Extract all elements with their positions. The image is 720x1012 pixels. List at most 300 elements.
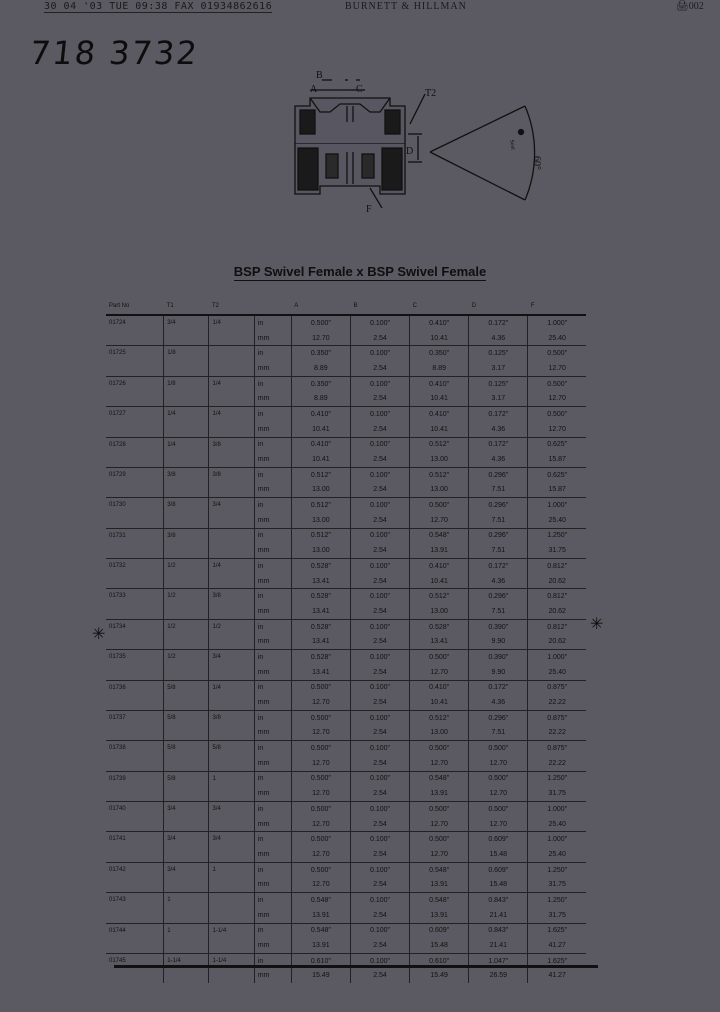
dim-label-b: B: [316, 70, 323, 81]
table-row: [106, 893, 586, 908]
dimension-in-cell: 0.528": [291, 589, 350, 604]
part-number-cell: 01726: [106, 376, 164, 406]
dimension-in-cell: 0.100": [350, 346, 409, 361]
t1-cell: 1/8: [164, 346, 209, 376]
dimension-in-cell: 0.296": [469, 589, 528, 604]
dimension-in-cell: 0.100": [350, 467, 409, 482]
unit-mm-cell: mm: [254, 543, 291, 558]
dimension-mm-cell: 2.54: [350, 391, 409, 406]
t2-cell: 1/4: [209, 559, 254, 589]
dimension-in-cell: 1.625": [528, 923, 586, 938]
dimension-mm-cell: 2.54: [350, 817, 409, 832]
dimension-in-cell: 0.172": [469, 680, 528, 695]
t2-cell: 3/4: [209, 498, 254, 528]
dimension-in-cell: 0.500": [410, 650, 469, 665]
dimension-in-cell: 0.410": [410, 680, 469, 695]
part-number-cell: 01734: [106, 619, 164, 649]
unit-in-cell: in: [254, 376, 291, 391]
dimension-mm-cell: 10.41: [410, 695, 469, 710]
dimension-mm-cell: 12.70: [410, 847, 469, 862]
table-row: [106, 437, 586, 452]
dimension-in-cell: 0.100": [350, 893, 409, 908]
dimension-in-cell: 0.512": [410, 710, 469, 725]
table-row: [106, 771, 586, 786]
t1-cell: 1: [164, 893, 209, 923]
dimension-mm-cell: 10.41: [410, 422, 469, 437]
part-number-cell: 01735: [106, 650, 164, 680]
fax-transmission-info: 30 04 '03 TUE 09:38 FAX 01934862616: [44, 1, 273, 12]
column-header: C: [410, 298, 469, 315]
dimension-mm-cell: 21.41: [469, 938, 528, 953]
t1-cell: 5/8: [164, 741, 209, 771]
t1-cell: 5/8: [164, 680, 209, 710]
dimension-in-cell: 0.296": [469, 498, 528, 513]
t2-cell: 1/4: [209, 407, 254, 437]
table-header-row: [106, 298, 586, 315]
dimension-in-cell: 1.000": [528, 498, 586, 513]
fitting-cross-section-drawing: [270, 66, 570, 226]
dimension-in-cell: 0.528": [291, 559, 350, 574]
dimension-in-cell: 0.100": [350, 589, 409, 604]
unit-in-cell: in: [254, 893, 291, 908]
table-row: [106, 923, 586, 938]
unit-mm-cell: mm: [254, 331, 291, 346]
part-number-cell: 01736: [106, 680, 164, 710]
dimension-in-cell: 0.500": [291, 315, 350, 331]
dimension-mm-cell: 13.41: [291, 634, 350, 649]
dimension-mm-cell: 12.70: [469, 817, 528, 832]
dimension-mm-cell: 21.41: [469, 908, 528, 923]
table-row: [106, 650, 586, 665]
dimension-mm-cell: 41.27: [528, 969, 586, 984]
unit-mm-cell: mm: [254, 877, 291, 892]
dimension-in-cell: 0.500": [291, 771, 350, 786]
dimension-mm-cell: 13.41: [291, 604, 350, 619]
dimension-in-cell: 0.100": [350, 376, 409, 391]
dimension-in-cell: 0.548": [291, 923, 350, 938]
dimension-mm-cell: 20.62: [528, 574, 586, 589]
part-number-cell: 01725: [106, 346, 164, 376]
column-header: T2: [209, 298, 254, 315]
dimension-in-cell: 0.548": [410, 862, 469, 877]
t2-cell: 3/8: [209, 589, 254, 619]
t1-cell: 3/4: [164, 862, 209, 892]
dimension-mm-cell: 4.36: [469, 331, 528, 346]
unit-mm-cell: mm: [254, 452, 291, 467]
table-row: [106, 589, 586, 604]
dimension-mm-cell: 25.40: [528, 331, 586, 346]
column-header: Part No: [106, 298, 164, 315]
dimension-in-cell: 0.512": [291, 467, 350, 482]
dimension-mm-cell: 8.89: [410, 361, 469, 376]
dimension-mm-cell: 2.54: [350, 604, 409, 619]
dimension-in-cell: 0.100": [350, 862, 409, 877]
part-number-cell: 01728: [106, 437, 164, 467]
unit-in-cell: in: [254, 650, 291, 665]
dimension-mm-cell: 12.70: [291, 817, 350, 832]
table-row: [106, 710, 586, 725]
table-row: [106, 407, 586, 422]
dimension-mm-cell: 13.91: [410, 543, 469, 558]
dimension-mm-cell: 2.54: [350, 574, 409, 589]
dimension-in-cell: 0.410": [410, 376, 469, 391]
dimension-in-cell: 0.512": [291, 498, 350, 513]
dimension-mm-cell: 2.54: [350, 513, 409, 528]
dimension-in-cell: 0.410": [291, 407, 350, 422]
dimension-mm-cell: 13.41: [291, 665, 350, 680]
t1-cell: 1-1/4: [164, 953, 209, 983]
dimension-mm-cell: 15.49: [410, 969, 469, 984]
t1-cell: 1/2: [164, 589, 209, 619]
dimension-in-cell: 0.410": [410, 315, 469, 331]
dimension-mm-cell: 13.41: [410, 634, 469, 649]
t2-cell: 1/4: [209, 315, 254, 346]
dimension-mm-cell: 2.54: [350, 543, 409, 558]
dimension-mm-cell: 25.40: [528, 513, 586, 528]
dimension-in-cell: 0.812": [528, 559, 586, 574]
t1-cell: 1/2: [164, 619, 209, 649]
dimension-mm-cell: 8.89: [291, 391, 350, 406]
dimension-mm-cell: 2.54: [350, 452, 409, 467]
dimension-in-cell: 0.548": [410, 893, 469, 908]
unit-in-cell: in: [254, 953, 291, 968]
dimension-mm-cell: 7.51: [469, 483, 528, 498]
dimension-in-cell: 0.100": [350, 437, 409, 452]
dimension-mm-cell: 12.70: [291, 786, 350, 801]
dimension-mm-cell: 31.75: [528, 786, 586, 801]
unit-mm-cell: mm: [254, 574, 291, 589]
unit-in-cell: in: [254, 741, 291, 756]
dim-label-angle: 60°: [531, 156, 542, 170]
column-header: A: [291, 298, 350, 315]
t1-cell: 3/8: [164, 528, 209, 558]
dimension-mm-cell: 12.70: [410, 513, 469, 528]
dimension-in-cell: 0.172": [469, 315, 528, 331]
table-row: [106, 467, 586, 482]
dimension-in-cell: 0.512": [410, 589, 469, 604]
unit-in-cell: in: [254, 559, 291, 574]
unit-in-cell: in: [254, 346, 291, 361]
part-number-cell: 01731: [106, 528, 164, 558]
column-header: B: [350, 298, 409, 315]
dimension-in-cell: 0.100": [350, 650, 409, 665]
fax-company-name: BURNETT & HILLMAN: [345, 1, 467, 12]
unit-in-cell: in: [254, 315, 291, 331]
t2-cell: 3/8: [209, 467, 254, 497]
dimension-mm-cell: 13.00: [291, 513, 350, 528]
unit-mm-cell: mm: [254, 908, 291, 923]
table-row: [106, 802, 586, 817]
dimension-mm-cell: 2.54: [350, 847, 409, 862]
unit-in-cell: in: [254, 467, 291, 482]
dimension-in-cell: 0.500": [291, 710, 350, 725]
unit-mm-cell: mm: [254, 513, 291, 528]
dimension-in-cell: 0.100": [350, 802, 409, 817]
dimension-in-cell: 0.609": [469, 832, 528, 847]
dimension-mm-cell: 15.48: [469, 877, 528, 892]
part-number-cell: 01738: [106, 741, 164, 771]
t2-cell: 1/2: [209, 619, 254, 649]
part-number-cell: 01729: [106, 467, 164, 497]
part-number-cell: 01724: [106, 315, 164, 346]
dimension-mm-cell: 20.62: [528, 634, 586, 649]
t2-cell: 3/8: [209, 437, 254, 467]
dimension-in-cell: 1.250": [528, 893, 586, 908]
unit-in-cell: in: [254, 862, 291, 877]
dimension-mm-cell: 13.00: [410, 604, 469, 619]
dimension-mm-cell: 10.41: [291, 422, 350, 437]
unit-mm-cell: mm: [254, 422, 291, 437]
t1-cell: 5/8: [164, 771, 209, 801]
dimension-in-cell: 0.100": [350, 559, 409, 574]
dimension-in-cell: 0.500": [291, 802, 350, 817]
margin-star-mark-right: ✳: [590, 616, 604, 633]
t1-cell: 5/8: [164, 710, 209, 740]
column-header: D: [469, 298, 528, 315]
dimension-mm-cell: 2.54: [350, 969, 409, 984]
dimension-in-cell: 0.100": [350, 680, 409, 695]
t2-cell: 3/4: [209, 832, 254, 862]
dimension-mm-cell: 13.91: [410, 877, 469, 892]
dimension-in-cell: 0.350": [410, 346, 469, 361]
column-header: [254, 298, 291, 315]
dimension-in-cell: 0.875": [528, 741, 586, 756]
column-header: F: [528, 298, 586, 315]
dimension-in-cell: 0.172": [469, 407, 528, 422]
dimension-in-cell: 0.528": [410, 619, 469, 634]
unit-in-cell: in: [254, 923, 291, 938]
dimension-mm-cell: 2.54: [350, 331, 409, 346]
dimension-in-cell: 0.172": [469, 437, 528, 452]
dimension-in-cell: 0.125": [469, 346, 528, 361]
unit-in-cell: in: [254, 832, 291, 847]
dimension-mm-cell: 12.70: [528, 391, 586, 406]
dimension-mm-cell: 2.54: [350, 665, 409, 680]
unit-in-cell: in: [254, 498, 291, 513]
dimension-mm-cell: 10.41: [410, 331, 469, 346]
table-row: [106, 346, 586, 361]
dimension-in-cell: 0.500": [410, 832, 469, 847]
t2-cell: 3/8: [209, 710, 254, 740]
t1-cell: 1/4: [164, 437, 209, 467]
t1-cell: 3/4: [164, 802, 209, 832]
dimension-in-cell: 0.500": [410, 498, 469, 513]
t2-cell: 1/4: [209, 376, 254, 406]
t1-cell: 3/8: [164, 467, 209, 497]
dimension-in-cell: 0.296": [469, 467, 528, 482]
dimension-mm-cell: 2.54: [350, 877, 409, 892]
table-row: [106, 559, 586, 574]
dimension-mm-cell: 13.91: [410, 786, 469, 801]
dimension-in-cell: 1.000": [528, 802, 586, 817]
dimension-in-cell: 0.528": [291, 650, 350, 665]
dimension-in-cell: 0.625": [528, 437, 586, 452]
dimension-mm-cell: 12.70: [528, 361, 586, 376]
table-row: [106, 528, 586, 543]
part-number-cell: 01744: [106, 923, 164, 953]
dimension-mm-cell: 10.41: [410, 391, 469, 406]
fax-page-value: 002: [688, 1, 704, 12]
dim-label-d: D: [406, 146, 414, 157]
dimension-mm-cell: 12.70: [410, 665, 469, 680]
dimension-in-cell: 0.500": [291, 832, 350, 847]
dimension-mm-cell: 7.51: [469, 513, 528, 528]
dimension-mm-cell: 2.54: [350, 695, 409, 710]
unit-mm-cell: mm: [254, 817, 291, 832]
t2-cell: 3/4: [209, 802, 254, 832]
part-number-cell: 01727: [106, 407, 164, 437]
dimension-in-cell: 1.625": [528, 953, 586, 968]
t1-cell: 3/4: [164, 315, 209, 346]
dimension-in-cell: 0.500": [291, 680, 350, 695]
dimension-in-cell: 0.390": [469, 619, 528, 634]
dimension-in-cell: 0.609": [410, 923, 469, 938]
table-row: [106, 376, 586, 391]
dimension-in-cell: 1.000": [528, 832, 586, 847]
unit-mm-cell: mm: [254, 695, 291, 710]
dimension-in-cell: 0.100": [350, 528, 409, 543]
dimension-in-cell: 0.100": [350, 771, 409, 786]
dimension-mm-cell: 2.54: [350, 726, 409, 741]
t1-cell: 3/8: [164, 498, 209, 528]
dimension-in-cell: 0.500": [469, 771, 528, 786]
dimension-mm-cell: 31.75: [528, 908, 586, 923]
unit-mm-cell: mm: [254, 391, 291, 406]
t1-cell: 1/8: [164, 376, 209, 406]
dimension-mm-cell: 13.00: [291, 543, 350, 558]
dimension-in-cell: 0.548": [410, 528, 469, 543]
dimension-in-cell: 0.512": [410, 437, 469, 452]
dimension-in-cell: 0.100": [350, 923, 409, 938]
dimension-in-cell: 0.172": [469, 559, 528, 574]
dimension-mm-cell: 13.91: [291, 938, 350, 953]
dimension-in-cell: 0.390": [469, 650, 528, 665]
t2-cell: 1/4: [209, 680, 254, 710]
dim-label-a: A: [310, 84, 318, 95]
t1-cell: 1/2: [164, 650, 209, 680]
dimension-mm-cell: 13.41: [291, 574, 350, 589]
dim-label-t2: T2: [425, 88, 437, 99]
part-number-cell: 01737: [106, 710, 164, 740]
dimension-mm-cell: 15.48: [410, 938, 469, 953]
dimension-in-cell: 1.250": [528, 862, 586, 877]
dimension-mm-cell: 12.70: [469, 786, 528, 801]
dimension-in-cell: 0.500": [291, 741, 350, 756]
dimension-in-cell: 0.812": [528, 589, 586, 604]
table-row: [106, 832, 586, 847]
dimension-in-cell: 0.548": [291, 893, 350, 908]
dimension-mm-cell: 12.70: [291, 847, 350, 862]
dimension-in-cell: 0.500": [528, 346, 586, 361]
dimension-in-cell: 0.875": [528, 680, 586, 695]
dimension-in-cell: 0.296": [469, 710, 528, 725]
dimension-in-cell: 0.296": [469, 528, 528, 543]
unit-in-cell: in: [254, 589, 291, 604]
dimension-mm-cell: 22.22: [528, 726, 586, 741]
dimension-mm-cell: 13.00: [410, 726, 469, 741]
dimension-mm-cell: 2.54: [350, 483, 409, 498]
unit-mm-cell: mm: [254, 756, 291, 771]
dimension-in-cell: 0.500": [528, 407, 586, 422]
dimension-mm-cell: 4.36: [469, 695, 528, 710]
dimension-mm-cell: 15.87: [528, 452, 586, 467]
dimension-mm-cell: 4.36: [469, 574, 528, 589]
dimension-mm-cell: 41.27: [528, 938, 586, 953]
fax-header: [0, 0, 720, 12]
dimension-mm-cell: 7.51: [469, 726, 528, 741]
unit-mm-cell: mm: [254, 361, 291, 376]
dimension-in-cell: 0.350": [291, 376, 350, 391]
dimension-mm-cell: 9.90: [469, 665, 528, 680]
dimension-mm-cell: 2.54: [350, 938, 409, 953]
dimension-in-cell: 0.100": [350, 619, 409, 634]
dimension-in-cell: 0.100": [350, 315, 409, 331]
dimension-in-cell: 0.609": [469, 862, 528, 877]
t1-cell: 1: [164, 923, 209, 953]
table-row: [106, 680, 586, 695]
part-number-cell: 01743: [106, 893, 164, 923]
table-row: [106, 619, 586, 634]
dimension-in-cell: 0.100": [350, 710, 409, 725]
dimension-mm-cell: 12.70: [291, 331, 350, 346]
table-row: [106, 741, 586, 756]
dimension-mm-cell: 15.48: [469, 847, 528, 862]
dimension-mm-cell: 13.00: [291, 483, 350, 498]
dimension-mm-cell: 10.41: [410, 574, 469, 589]
dimension-mm-cell: 10.41: [291, 452, 350, 467]
dim-label-c: C: [356, 84, 363, 95]
dimension-in-cell: 1.250": [528, 771, 586, 786]
t1-cell: 1/4: [164, 407, 209, 437]
dimension-mm-cell: 25.40: [528, 665, 586, 680]
dimension-in-cell: 0.500": [469, 741, 528, 756]
dimension-in-cell: 0.100": [350, 498, 409, 513]
handwritten-reference-number: 718 3732: [28, 34, 201, 72]
part-number-cell: 01745: [106, 953, 164, 983]
dimension-in-cell: 0.500": [410, 741, 469, 756]
t2-cell: 1: [209, 862, 254, 892]
dimension-in-cell: 1.000": [528, 315, 586, 331]
table-row: [106, 315, 586, 331]
dimension-in-cell: 0.500": [291, 862, 350, 877]
dimension-mm-cell: 26.59: [469, 969, 528, 984]
dimension-in-cell: 0.500": [410, 802, 469, 817]
unit-in-cell: in: [254, 680, 291, 695]
dimension-mm-cell: 2.54: [350, 422, 409, 437]
unit-mm-cell: mm: [254, 726, 291, 741]
part-number-cell: 01730: [106, 498, 164, 528]
unit-in-cell: in: [254, 528, 291, 543]
dimension-in-cell: 0.548": [410, 771, 469, 786]
unit-in-cell: in: [254, 407, 291, 422]
margin-star-mark-left: ✳: [92, 626, 106, 643]
dimension-in-cell: 0.528": [291, 619, 350, 634]
unit-in-cell: in: [254, 437, 291, 452]
dimension-mm-cell: 2.54: [350, 634, 409, 649]
part-number-cell: 01733: [106, 589, 164, 619]
unit-mm-cell: mm: [254, 604, 291, 619]
dimension-in-cell: 0.875": [528, 710, 586, 725]
t1-cell: 1/2: [164, 559, 209, 589]
t2-cell: 1: [209, 771, 254, 801]
t1-cell: 3/4: [164, 832, 209, 862]
unit-mm-cell: mm: [254, 786, 291, 801]
dimension-in-cell: 1.047": [469, 953, 528, 968]
dimension-mm-cell: 12.70: [291, 695, 350, 710]
dimension-mm-cell: 13.00: [410, 483, 469, 498]
part-number-cell: 01741: [106, 832, 164, 862]
unit-mm-cell: mm: [254, 969, 291, 984]
